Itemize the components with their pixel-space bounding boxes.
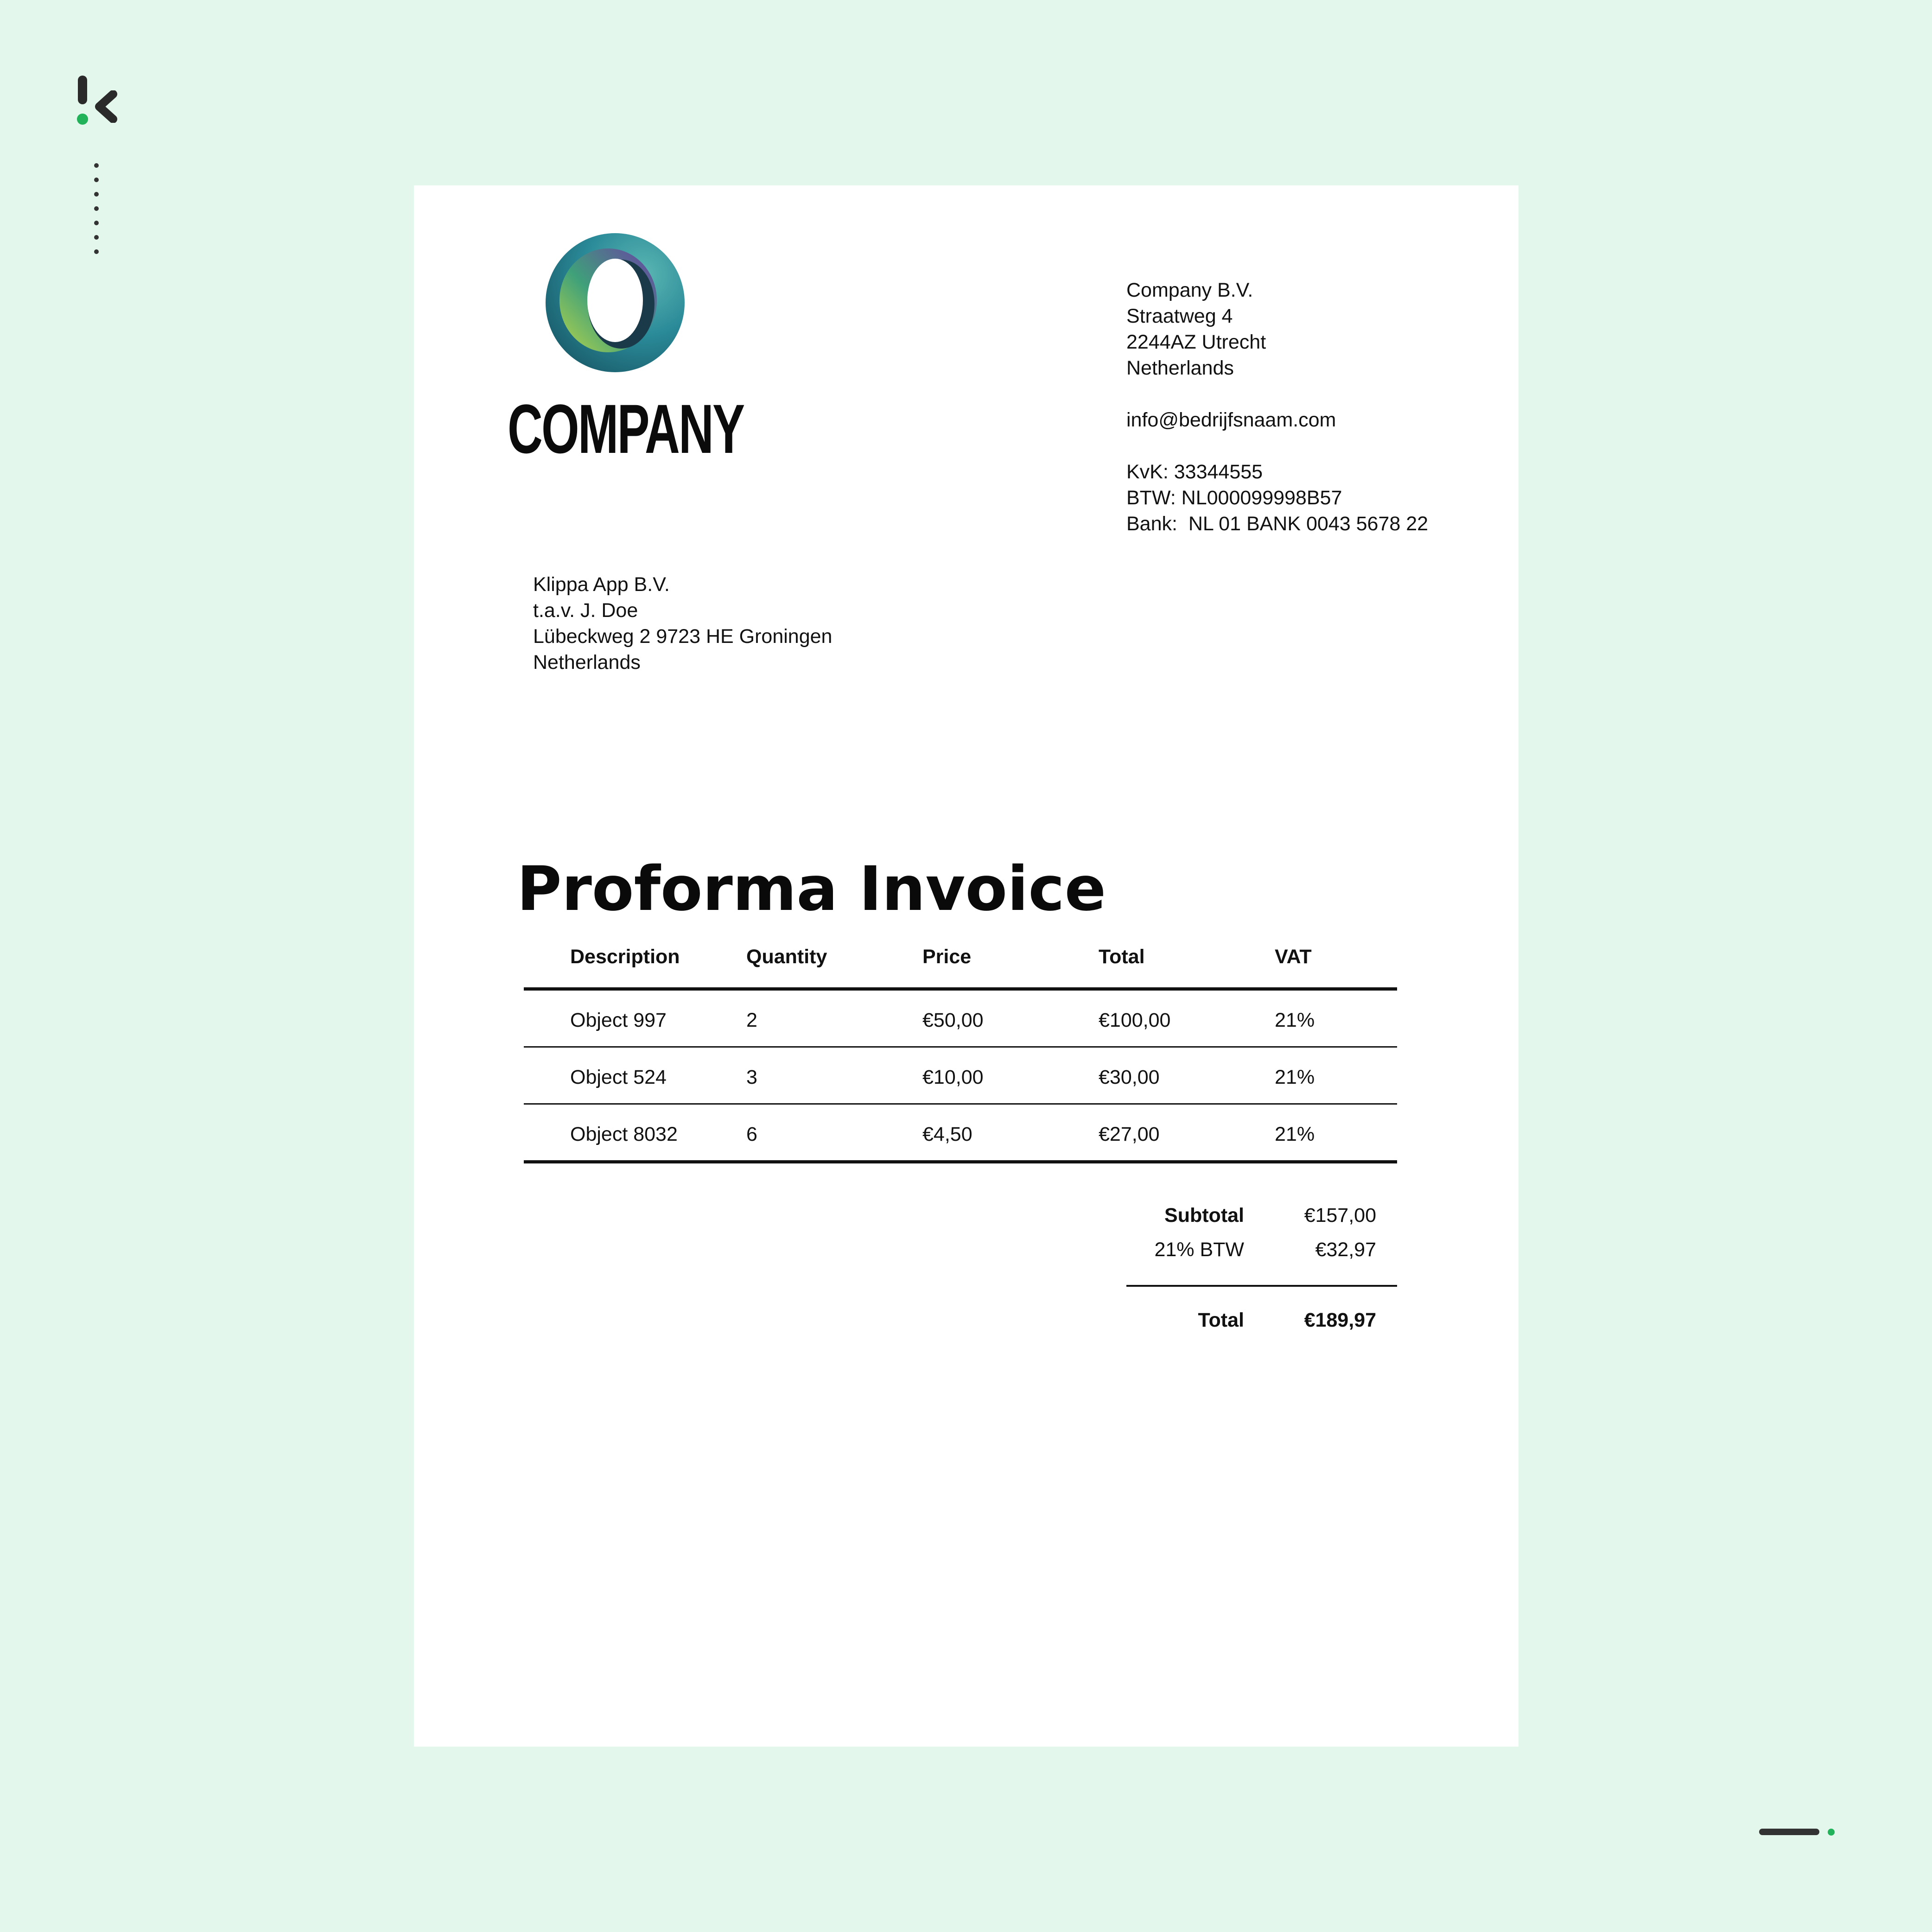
table-row bbox=[524, 1105, 1397, 1160]
tax-value: €32,97 bbox=[1315, 1239, 1376, 1261]
sender-kvk: KvK: 33344555 bbox=[1126, 461, 1263, 483]
row-total: €27,00 bbox=[1099, 1123, 1160, 1145]
row-price: €10,00 bbox=[922, 1066, 984, 1088]
header-vat: VAT bbox=[1275, 946, 1312, 968]
total-label: Total bbox=[1198, 1309, 1244, 1331]
header-rule bbox=[524, 987, 1397, 991]
subtotal-row bbox=[1126, 1204, 1397, 1239]
invoice-table bbox=[524, 936, 1397, 1163]
sender-address bbox=[1126, 277, 1428, 537]
row-quantity: 6 bbox=[746, 1123, 757, 1145]
subtotal-value: €157,00 bbox=[1304, 1204, 1376, 1227]
recipient-line: t.a.v. J. Doe bbox=[533, 599, 638, 622]
table-row bbox=[524, 991, 1397, 1046]
tax-row bbox=[1126, 1239, 1397, 1273]
table-row bbox=[524, 1048, 1397, 1103]
header-price: Price bbox=[922, 946, 972, 968]
row-description: Object 997 bbox=[570, 1009, 667, 1031]
company-ring-logo-icon bbox=[543, 231, 687, 375]
klippa-logo-icon bbox=[74, 72, 121, 127]
row-vat: 21% bbox=[1275, 1123, 1315, 1145]
sender-line: Company B.V. bbox=[1126, 279, 1253, 301]
row-quantity: 3 bbox=[746, 1066, 757, 1088]
recipient-line: Klippa App B.V. bbox=[533, 573, 670, 596]
row-price: €4,50 bbox=[922, 1123, 972, 1145]
sender-email: info@bedrijfsnaam.com bbox=[1126, 409, 1336, 431]
recipient-address bbox=[533, 572, 832, 675]
sender-line: Straatweg 4 bbox=[1126, 305, 1233, 327]
page-title: Proforma Invoice bbox=[517, 853, 1106, 925]
header-description: Description bbox=[570, 946, 680, 968]
logo-chevron bbox=[90, 90, 118, 123]
tax-label: 21% BTW bbox=[1154, 1239, 1244, 1261]
row-description: Object 8032 bbox=[570, 1123, 678, 1145]
total-value: €189,97 bbox=[1304, 1309, 1376, 1331]
sender-line: Netherlands bbox=[1126, 357, 1234, 379]
logo-stem bbox=[78, 76, 87, 104]
row-total: €100,00 bbox=[1099, 1009, 1171, 1031]
recipient-line: Lübeckweg 2 9723 HE Groningen bbox=[533, 625, 833, 648]
header-quantity: Quantity bbox=[746, 946, 827, 968]
corner-bar-decoration bbox=[1759, 1829, 1819, 1835]
row-quantity: 2 bbox=[746, 1009, 757, 1031]
row-vat: 21% bbox=[1275, 1009, 1315, 1031]
totals-rule bbox=[1126, 1285, 1397, 1287]
subtotal-label: Subtotal bbox=[1164, 1204, 1244, 1227]
sender-bank: Bank: NL 01 BANK 0043 5678 22 bbox=[1126, 513, 1429, 535]
row-vat: 21% bbox=[1275, 1066, 1315, 1088]
corner-dot-decoration bbox=[1828, 1829, 1835, 1836]
row-total: €30,00 bbox=[1099, 1066, 1160, 1088]
recipient-line: Netherlands bbox=[533, 651, 641, 674]
vertical-dots-decoration bbox=[94, 163, 99, 264]
row-price: €50,00 bbox=[922, 1009, 984, 1031]
table-header-row bbox=[524, 936, 1397, 987]
header-total: Total bbox=[1099, 946, 1145, 968]
totals-block bbox=[1126, 1204, 1397, 1343]
row-description: Object 524 bbox=[570, 1066, 667, 1088]
logo-dot bbox=[77, 114, 88, 125]
company-logo-text: COMPANY bbox=[508, 390, 744, 468]
grand-total-row bbox=[1126, 1309, 1397, 1343]
sender-line: 2244AZ Utrecht bbox=[1126, 331, 1266, 353]
table-bottom-rule bbox=[524, 1160, 1397, 1163]
sender-btw: BTW: NL000099998B57 bbox=[1126, 487, 1342, 509]
